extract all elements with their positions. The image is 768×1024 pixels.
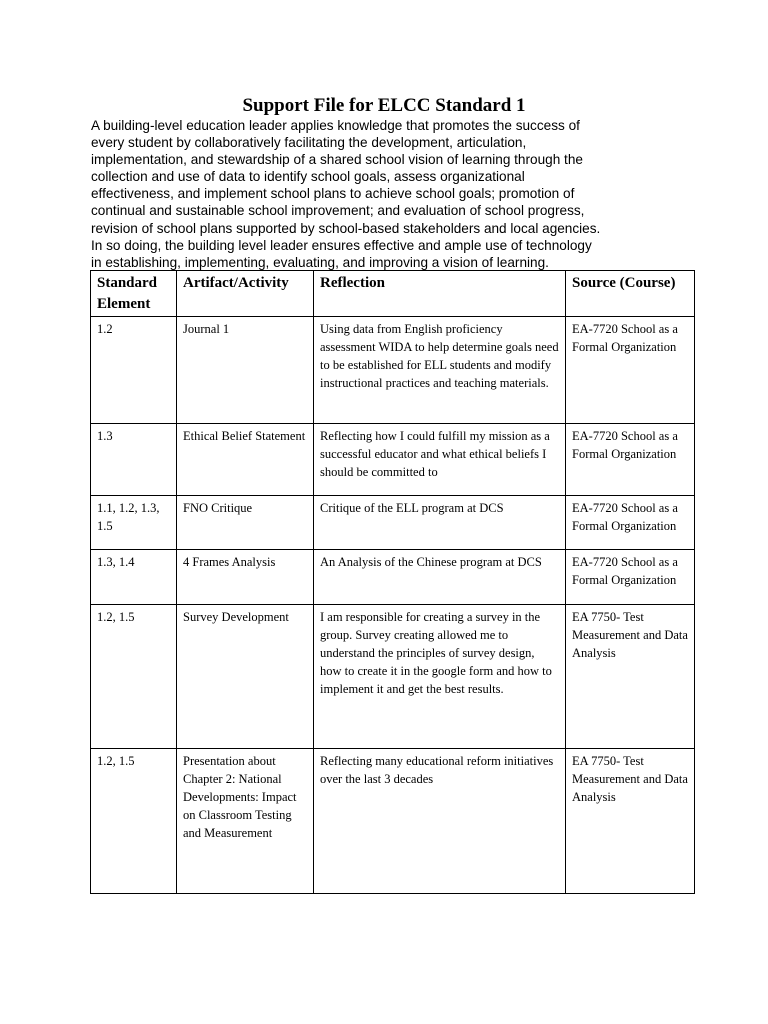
table-row: [91, 317, 695, 424]
header-source-course: Source (Course): [566, 271, 695, 317]
document-title: Support File for ELCC Standard 1: [242, 95, 526, 116]
table-row: [91, 749, 695, 894]
table-row: [91, 424, 695, 496]
cell-standard: 1.3: [91, 424, 177, 496]
cell-artifact: Presentation about Chapter 2: National Developments: Impact on Classroom Testing and Measurement: [177, 749, 314, 894]
cell-reflection: I am responsible for creating a survey in the group. Survey creating allowed me to understand the principles of survey design, how to create it in the google form and how to implement it and get the best results.: [314, 605, 566, 749]
header-standard-element: Standard Element: [91, 271, 177, 317]
cell-reflection: Using data from English proficiency assessment WIDA to help determine goals need to be established for ELL students and modify instructional practices and teaching materials.: [314, 317, 566, 424]
standards-table: [90, 270, 695, 894]
cell-standard: 1.2, 1.5: [91, 749, 177, 894]
cell-artifact: Ethical Belief Statement: [177, 424, 314, 496]
header-reflection: Reflection: [314, 271, 566, 317]
cell-standard: 1.3, 1.4: [91, 550, 177, 605]
cell-standard: 1.1, 1.2, 1.3, 1.5: [91, 496, 177, 550]
cell-reflection: Critique of the ELL program at DCS: [314, 496, 566, 550]
table-row: [91, 550, 695, 605]
cell-source: EA-7720 School as a Formal Organization: [566, 550, 695, 605]
cell-source: EA 7750- Test Measurement and Data Analysis: [566, 605, 695, 749]
cell-reflection: Reflecting many educational reform initiatives over the last 3 decades: [314, 749, 566, 894]
cell-source: EA-7720 School as a Formal Organization: [566, 317, 695, 424]
intro-line: collection and use of data to identify school goals, assess organizational: [91, 169, 525, 185]
cell-reflection: An Analysis of the Chinese program at DCS: [314, 550, 566, 605]
table-row: [91, 496, 695, 550]
intro-line: implementation, and stewardship of a shared school vision of learning through the: [91, 152, 583, 168]
table-row: [91, 605, 695, 749]
cell-source: EA 7750- Test Measurement and Data Analysis: [566, 749, 695, 894]
intro-line: revision of school plans supported by school-based stakeholders and local agencies.: [91, 220, 601, 236]
intro-line: every student by collaboratively facilitating the development, articulation,: [91, 135, 527, 151]
intro-line: continual and sustainable school improvement; and evaluation of school progress,: [91, 203, 585, 219]
header-artifact-activity: Artifact/Activity: [177, 271, 314, 317]
cell-reflection: Reflecting how I could fulfill my mission as a successful educator and what ethical beliefs I should be committed to: [314, 424, 566, 496]
cell-source: EA-7720 School as a Formal Organization: [566, 496, 695, 550]
table-header-row: [91, 271, 695, 317]
cell-artifact: Survey Development: [177, 605, 314, 749]
cell-artifact: FNO Critique: [177, 496, 314, 550]
cell-artifact: 4 Frames Analysis: [177, 550, 314, 605]
cell-standard: 1.2: [91, 317, 177, 424]
intro-line: In so doing, the building level leader ensures effective and ample use of technology: [91, 237, 592, 253]
cell-artifact: Journal 1: [177, 317, 314, 424]
intro-line: effectiveness, and implement school plans to achieve school goals; promotion of: [91, 186, 575, 202]
cell-source: EA-7720 School as a Formal Organization: [566, 424, 695, 496]
cell-standard: 1.2, 1.5: [91, 605, 177, 749]
intro-line: A building-level education leader applies knowledge that promotes the success of: [91, 118, 580, 133]
intro-paragraph: [91, 117, 691, 271]
intro-line: in establishing, implementing, evaluating, and improving a vision of learning.: [91, 254, 549, 270]
